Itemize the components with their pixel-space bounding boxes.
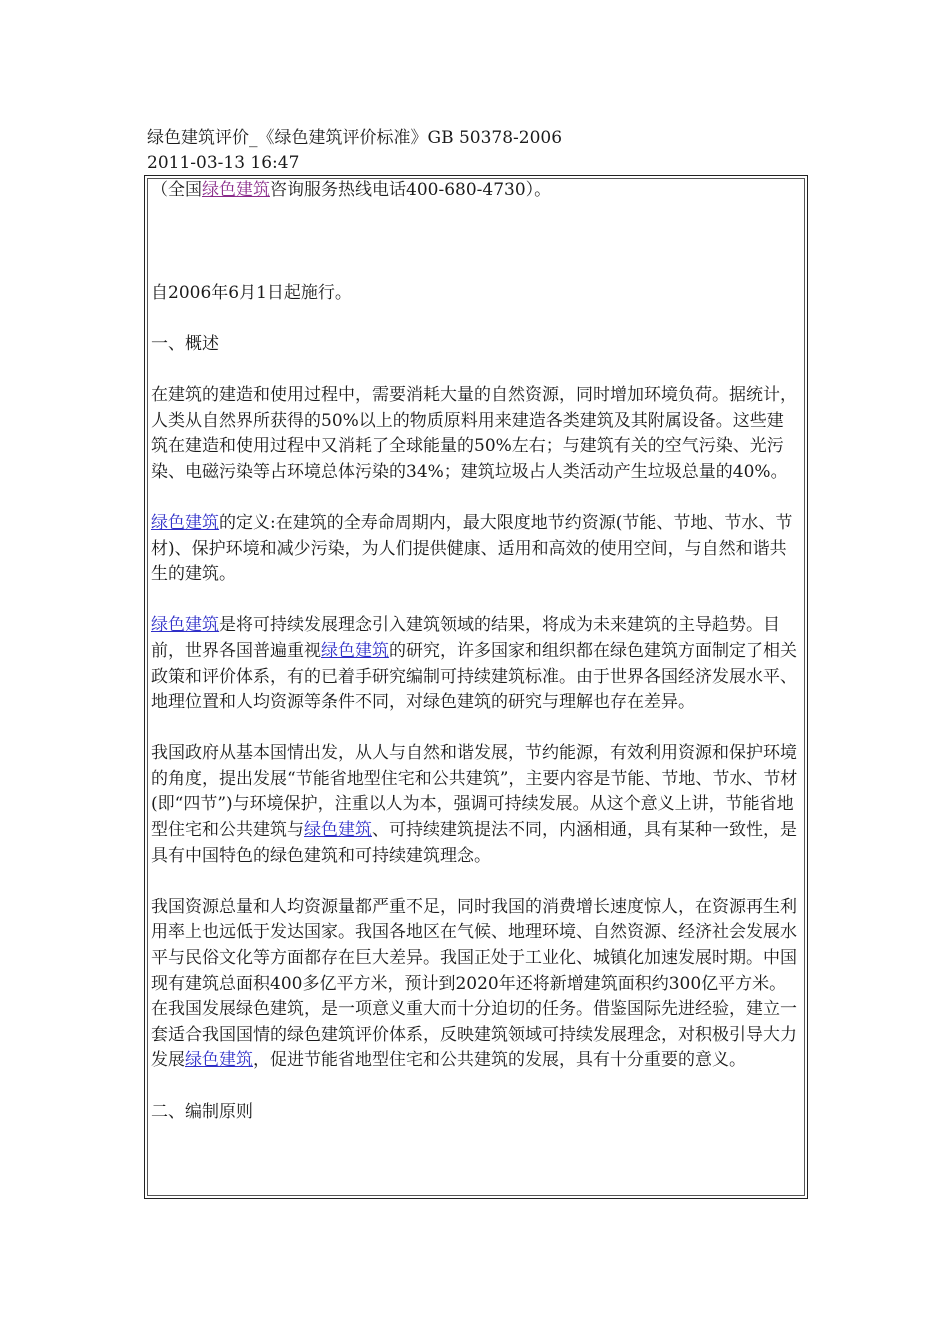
paragraph-trend: 绿色建筑是将可持续发展理念引入建筑领域的结果，将成为未来建筑的主导趋势。目前，世界各国普遍重视绿色建筑的研究，许多国家和组织都在绿色建筑方面制定了相关政策和评价体系，有的已着手研究编制可持续建筑标准。由于世界各国经济发展水平、地理位置和人均资源等条件不同，对绿色建筑的研究与理解也存在差异。 [151, 615, 797, 713]
paragraph-national-situation: 我国资源总量和人均资源量都严重不足，同时我国的消费增长速度惊人，在资源再生利用率上也远低于发达国家。我国各地区在气候、地理环境、自然资源、经济社会发展水平与民俗文化等方面都存在巨大差异。我国正处于工业化、城镇化加速发展时期。中国现有建筑总面积400多亿平方米，预计到2020年还将新增建筑面积约300亿平方米。在我国发展绿色建筑，是一项意义重大而十分迫切的任务。借鉴国际先进经验，建立一套适合我国国情的绿色建筑评价体系，反映建筑领域可持续发展理念，对积极引导大力发展绿色建筑，促进节能省地型住宅和公共建筑的发展，具有十分重要的意义。 [151, 896, 797, 1071]
article-table [144, 175, 808, 1199]
green-building-link[interactable]: 绿色建筑 [321, 640, 389, 661]
document-datetime: 2011-03-13 16:47 [147, 153, 300, 173]
document-title: 绿色建筑评价_《绿色建筑评价标准》GB 50378-2006 [147, 128, 563, 148]
document-header [147, 126, 562, 176]
section-heading-overview: 一、概述 [151, 333, 219, 354]
effective-date-text: 自2006年6月1日起施行。 [151, 282, 352, 303]
paragraph-government-policy: 我国政府从基本国情出发，从人与自然和谐发展，节约能源，有效利用资源和保护环境的角度，提出发展“节能省地型住宅和公共建筑”，主要内容是节能、节地、节水、节材(即“四节”)与环境保护，注重以人为本，强调可持续发展。从这个意义上讲，节能省地型住宅和公共建筑与绿色建筑、可持续建筑提法不同，内涵相通，具有某种一致性，是具有中国特色的绿色建筑和可持续建筑理念。 [151, 743, 798, 866]
article-cell [147, 178, 805, 1196]
paragraph-definition: 绿色建筑的定义:在建筑的全寿命周期内，最大限度地节约资源(节能、节地、节水、节材)、保护环境和减少污染，为人们提供健康、适用和高效的使用空间，与自然和谐共生的建筑。 [151, 512, 793, 585]
paragraph-resource-consumption: 在建筑的建造和使用过程中，需要消耗大量的自然资源，同时增加环境负荷。据统计，人类从自然界所获得的50%以上的物质原料用来建造各类建筑及其附属设备。这些建筑在建造和使用过程中又消耗了全球能量的50%左右；与建筑有关的空气污染、光污染、电磁污染等占环境总体污染的34%；建筑垃圾占人类活动产生垃圾总量的40%。 [151, 384, 797, 482]
green-building-link[interactable]: 绿色建筑 [151, 512, 219, 533]
green-building-link[interactable]: 绿色建筑 [202, 180, 270, 200]
green-building-link[interactable]: 绿色建筑 [185, 1050, 253, 1071]
hotline-paragraph: （全国绿色建筑咨询服务热线电话400-680-4730）。 [151, 180, 552, 200]
section-heading-principles: 二、编制原则 [151, 1101, 253, 1122]
green-building-link[interactable]: 绿色建筑 [304, 820, 372, 841]
green-building-link[interactable]: 绿色建筑 [151, 615, 219, 636]
